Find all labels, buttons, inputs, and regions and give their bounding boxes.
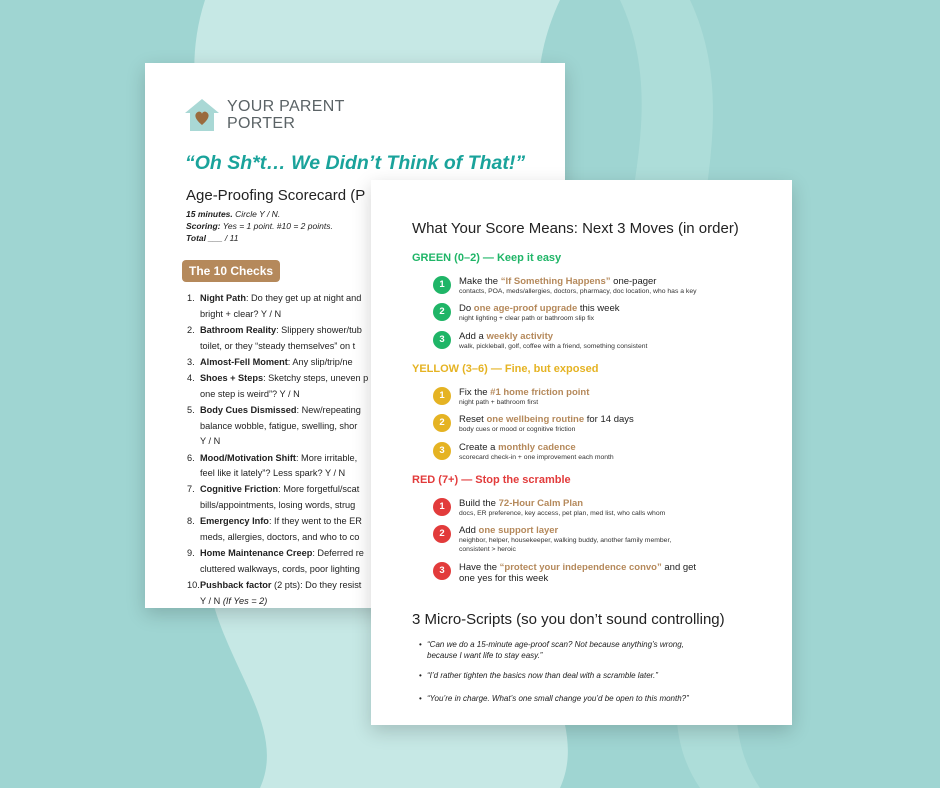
move-text: Fix the [459, 387, 491, 398]
section-chip: The 10 Checks [182, 260, 280, 282]
check-text: : Slippery shower/tub [276, 324, 362, 335]
check-title: Body Cues Dismissed [200, 404, 297, 415]
script-line: • “I’d rather tighten the basics now than deal with a scramble later.” [427, 671, 658, 680]
scorecard-instructions [186, 208, 333, 244]
check-number: 5. [187, 404, 195, 415]
move-detail: walk, pickleball, golf, coffee with a friend, something consistent [459, 343, 648, 350]
step-number-badge: 1 [433, 387, 451, 405]
check-text-cont: Y / N [200, 595, 223, 606]
check-text: : Do they get up at night and [245, 293, 362, 303]
move-text-cont: one yes for this week [459, 573, 549, 584]
step-number-badge: 2 [433, 414, 451, 432]
script-line: • “Can we do a 15-minute age-proof scan? Not because anything’s wrong, [427, 640, 684, 649]
check-text: : If they went to the ER [268, 516, 362, 527]
move-text-end: one-pager [610, 276, 657, 287]
move-detail: docs, ER preference, key access, pet plan, med list, who calls whom [459, 510, 666, 517]
check-text-cont: cluttered walkways, cords, poor lighting [200, 563, 360, 574]
move-highlight: “protect your independence convo” [499, 562, 662, 573]
check-number: 8. [187, 516, 195, 527]
move-text-end: for 14 days [584, 414, 634, 425]
check-title: Almost-Fell Moment [200, 356, 288, 367]
check-text-cont: bright + clear? Y / N [200, 308, 282, 319]
move-detail: neighbor, helper, housekeeper, walking buddy, another family member, [459, 537, 672, 544]
red-move-2 [433, 525, 778, 554]
step-number-badge: 1 [433, 498, 451, 516]
check-title: Mood/Motivation Shift [200, 452, 296, 463]
move-highlight: one support layer [478, 525, 559, 536]
move-highlight: weekly activity [486, 331, 554, 342]
check-number: 10. [187, 580, 200, 591]
check-text-cont: balance wobble, fatigue, swelling, shor [200, 420, 358, 431]
meta-text-scoring: Yes = 1 point. #10 = 2 points. [220, 221, 333, 231]
logo-line-2: PORTER [227, 115, 296, 132]
move-text: Create a [459, 442, 499, 453]
move-text-end: this week [577, 303, 620, 314]
move-text: Build the [459, 498, 499, 509]
check-text-cont-2: Y / N [200, 436, 221, 447]
green-move-1 [433, 276, 778, 296]
check-text: : Sketchy steps, uneven p [263, 373, 369, 384]
house-heart-icon [183, 97, 221, 133]
scorecard-title: Age-Proofing Scorecard (P [186, 187, 366, 204]
tier-red-heading: RED (7+) — Stop the scramble [412, 474, 571, 486]
step-number-badge: 3 [433, 442, 451, 460]
check-title: Shoes + Steps [200, 373, 264, 384]
move-text-end: and get [661, 562, 697, 573]
check-text-cont: one step is weird”? Y / N [200, 388, 300, 399]
red-move-1 [433, 498, 778, 518]
move-text: Do [459, 303, 474, 314]
move-text: Add [459, 525, 479, 536]
move-detail: contacts, POA, meds/allergies, doctors, pharmacy, doc location, who has a key [459, 288, 697, 295]
script-line-cont: because I want life to stay easy.” [427, 651, 543, 660]
check-title: Bathroom Reality [200, 324, 277, 335]
check-number: 2. [187, 324, 195, 335]
step-number-badge: 3 [433, 562, 451, 580]
check-text-cont: meds, allergies, doctors, and who to co [200, 532, 360, 543]
check-text: (2 pts): Do they resist [271, 580, 362, 591]
move-text: Have the [459, 562, 500, 573]
yellow-move-2 [433, 414, 778, 434]
script-item [427, 670, 767, 681]
check-text: : New/repeating [296, 404, 361, 415]
move-highlight: “If Something Happens” [500, 276, 611, 287]
check-text-cont: bills/appointments, losing words, strug [200, 500, 356, 511]
red-move-3 [433, 562, 778, 584]
move-detail: night path + bathroom first [459, 399, 539, 406]
check-title: Pushback factor [200, 580, 272, 591]
move-detail: night lighting + clear path or bathroom slip fix [459, 315, 595, 322]
score-meaning-title: What Your Score Means: Next 3 Moves (in order) [412, 220, 739, 237]
step-number-badge: 1 [433, 276, 451, 294]
move-text: Add a [459, 331, 487, 342]
check-text: : More forgetful/scat [278, 484, 360, 495]
check-title: Emergency Info [200, 516, 269, 527]
move-detail-cont: consistent > heroic [459, 546, 516, 553]
check-text-cont: feel like it lately”? Less spark? Y / N [200, 468, 346, 479]
meta-label-total: Total [186, 233, 206, 243]
move-highlight: monthly cadence [498, 442, 576, 453]
tagline: “Oh Sh*t… We Didn’t Think of That!” [185, 152, 526, 174]
move-highlight: #1 home friction point [490, 387, 590, 398]
yellow-move-3 [433, 442, 778, 462]
move-highlight: one wellbeing routine [486, 414, 585, 425]
check-number: 6. [187, 452, 195, 463]
script-item [427, 693, 767, 704]
tier-green-heading: GREEN (0–2) — Keep it easy [412, 252, 562, 264]
micro-scripts-title: 3 Micro-Scripts (so you don’t sound controlling) [412, 611, 725, 628]
move-text: Make the [459, 276, 501, 287]
check-number: 4. [187, 373, 195, 384]
script-item [427, 639, 767, 661]
yellow-move-1 [433, 387, 778, 407]
move-highlight: 72-Hour Calm Plan [498, 498, 584, 509]
check-title: Night Path [200, 293, 246, 303]
green-move-2 [433, 303, 778, 323]
check-text: : Deferred re [312, 548, 364, 559]
move-detail: body cues or mood or cognitive friction [459, 426, 576, 433]
check-number: 3. [187, 356, 195, 367]
check-title: Cognitive Friction [200, 484, 279, 495]
brand-logo [183, 97, 345, 133]
check-number: 9. [187, 548, 195, 559]
check-note: (If Yes = 2) [222, 595, 268, 606]
score-meaning-page [371, 180, 792, 725]
meta-label-time: 15 minutes. [186, 209, 233, 219]
meta-label-scoring: Scoring: [186, 221, 221, 231]
check-title: Home Maintenance Creep [200, 548, 313, 559]
meta-text-time: Circle Y / N. [232, 209, 281, 219]
step-number-badge: 2 [433, 303, 451, 321]
step-number-badge: 2 [433, 525, 451, 543]
green-move-3 [433, 331, 778, 351]
logo-line-1: YOUR PARENT [227, 98, 345, 115]
tier-yellow-heading: YELLOW (3–6) — Fine, but exposed [412, 363, 599, 375]
check-number: 1. [187, 293, 195, 303]
check-number: 7. [187, 484, 195, 495]
check-text: : Any slip/trip/ne [287, 356, 353, 367]
script-line: • “You’re in charge. What’s one small change you’d be open to this month?” [427, 694, 689, 703]
move-highlight: one age-proof upgrade [473, 303, 578, 314]
check-text: : More irritable, [295, 452, 358, 463]
check-text-cont: toilet, or they “steady themselves” on t [200, 340, 356, 351]
step-number-badge: 3 [433, 331, 451, 349]
meta-text-total: ___ / 11 [206, 233, 239, 243]
move-text: Reset [459, 414, 487, 425]
move-detail: scorecard check-in + one improvement each month [459, 454, 614, 461]
